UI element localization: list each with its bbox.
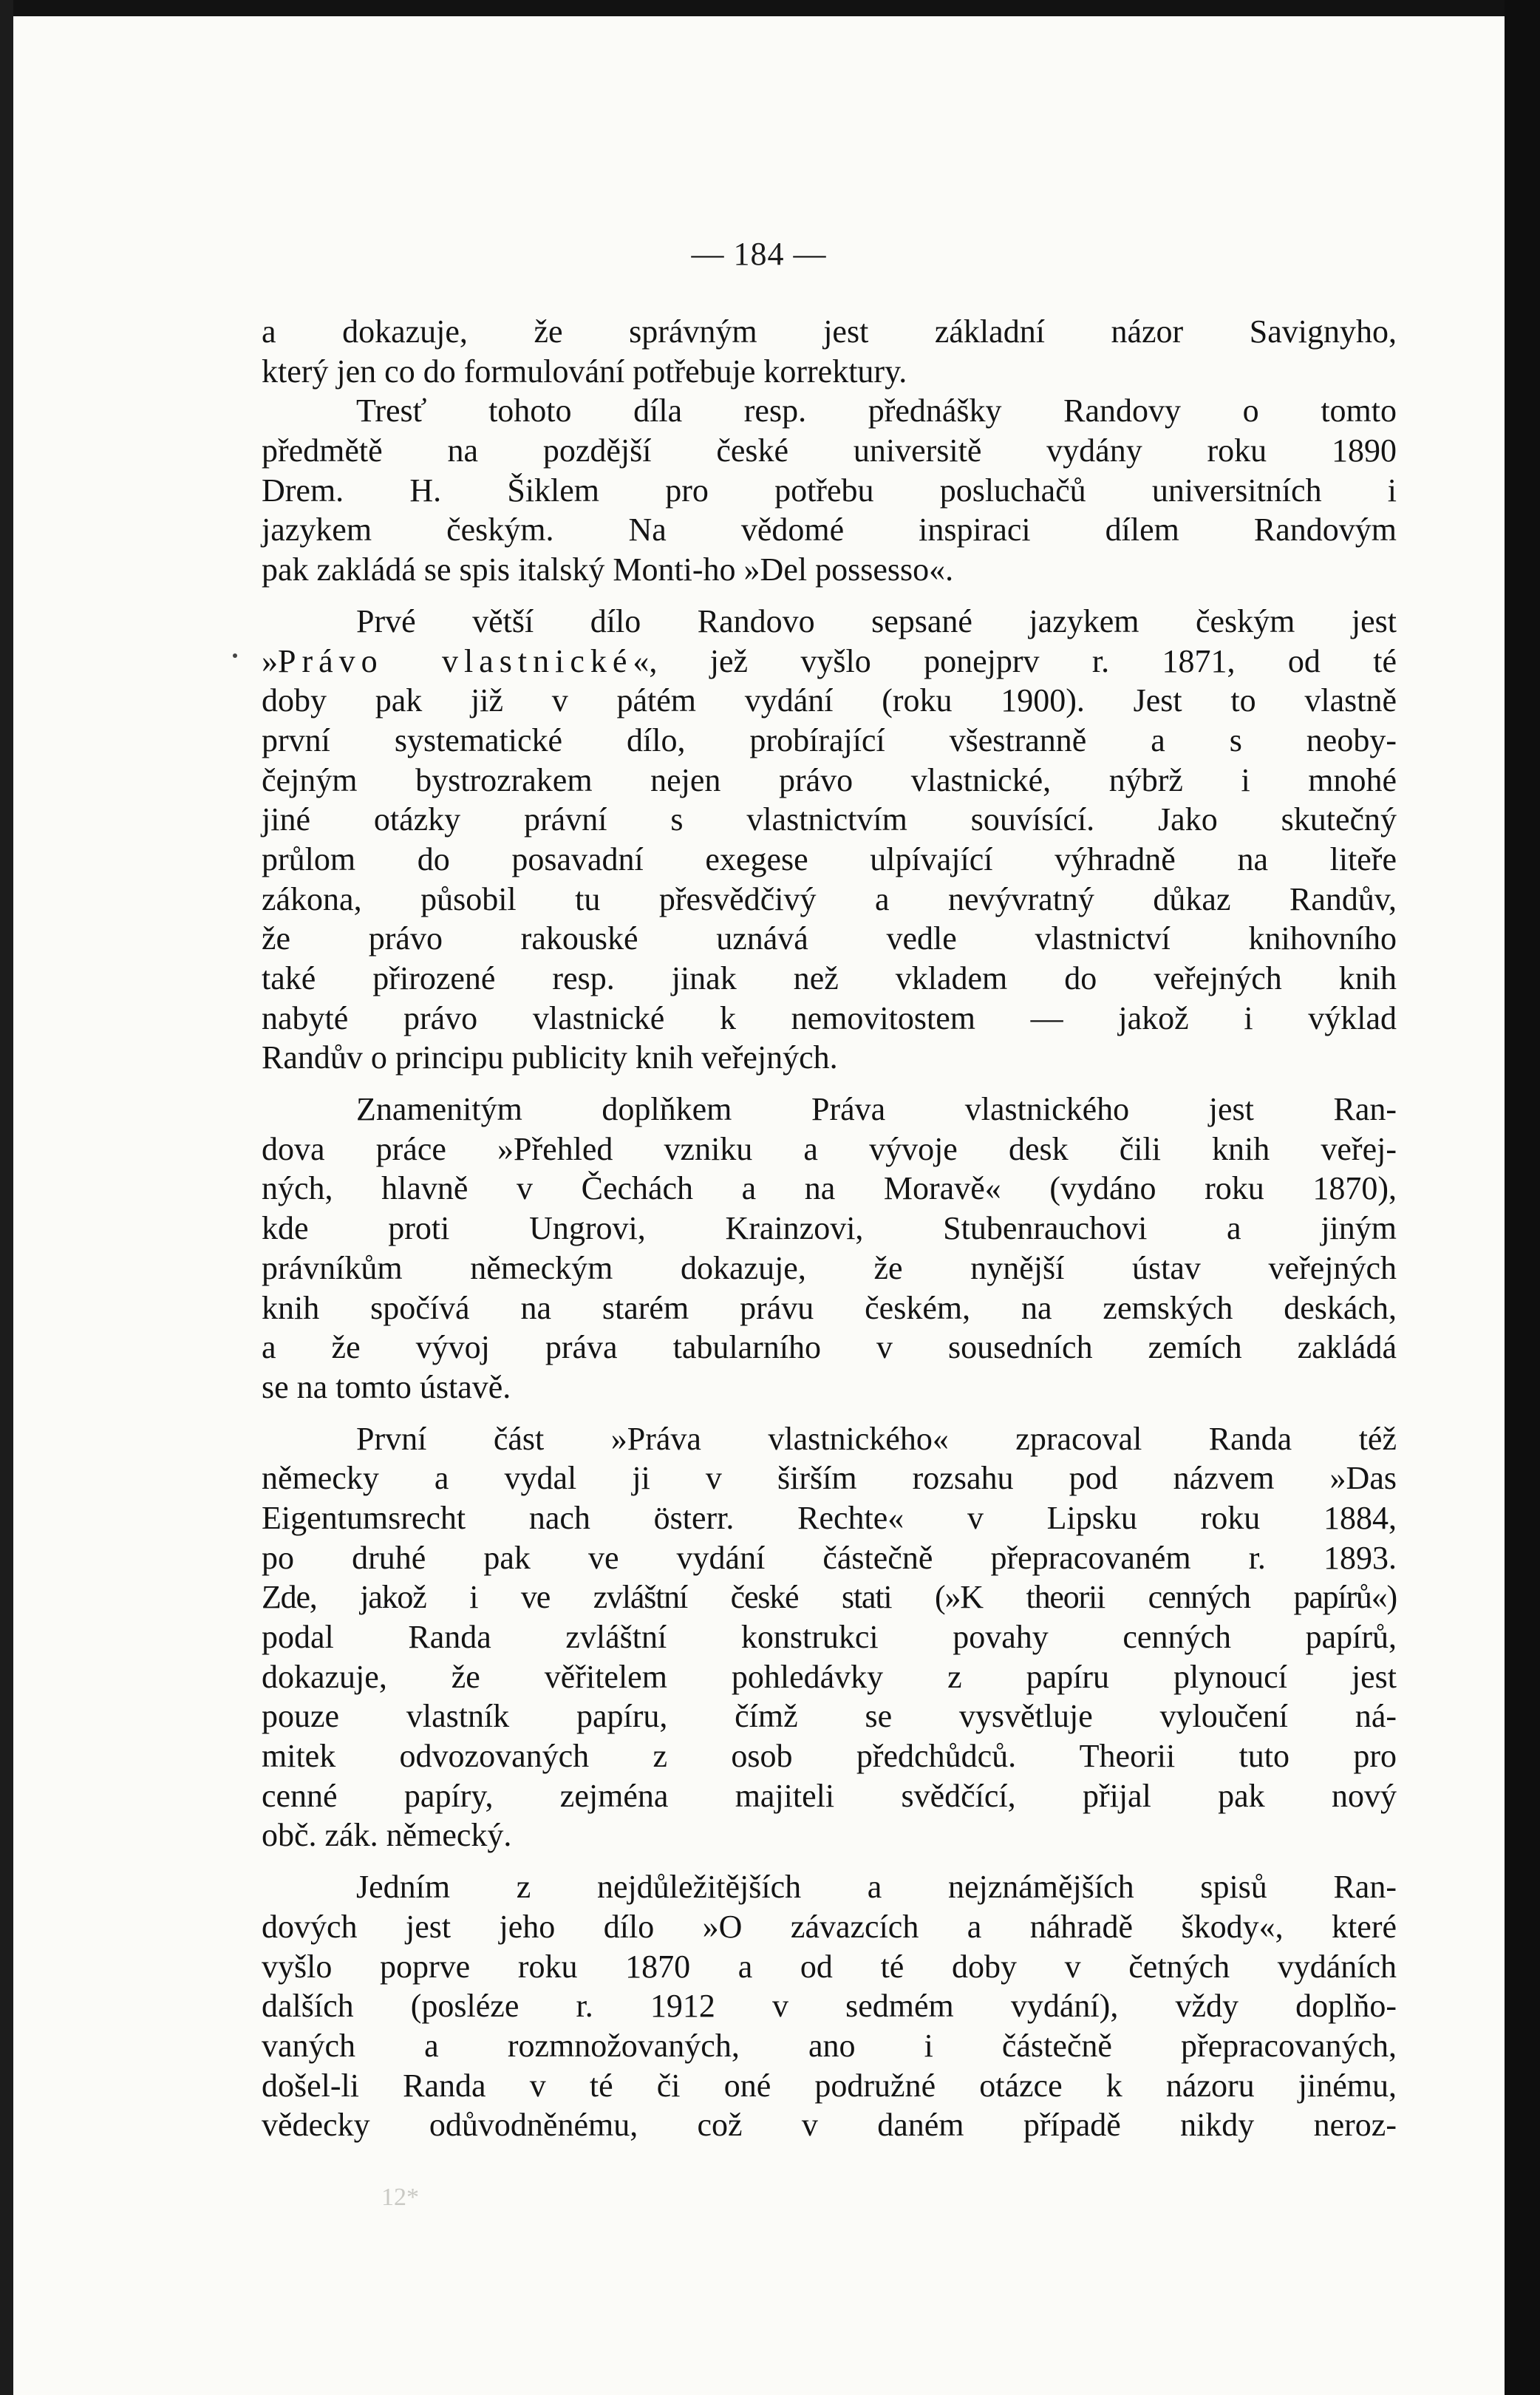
text-line: Eigentumsrecht nach österr. Rechte« v Lipsku roku 1884, (262, 1499, 1397, 1536)
text-line: pak zakládá se spis italský Monti-ho »Del possesso«. (262, 551, 954, 588)
text-line: vědecky odůvodněnému, což v daném případě nikdy neroz- (262, 2107, 1397, 2144)
text-line: po druhé pak ve vydání částečně přepracovaném r. 1893. (262, 1539, 1397, 1576)
text-line: obč. zák. německý. (262, 1817, 512, 1854)
page-number: — 184 — (691, 236, 827, 272)
text-line: průlom do posavadní exegese ulpívající výhradně na liteře (262, 840, 1397, 877)
text-line: ných, hlavně v Čechách a na Moravě« (vydáno roku 1870), (262, 1170, 1397, 1207)
text-line: Jedním z nejdůležitějších a nejznámějších spisů Ran- (356, 1869, 1397, 1906)
text-line: mitek odvozovaných z osob předchůdců. Theorii tuto pro (262, 1738, 1397, 1775)
scan-border-right (1505, 0, 1540, 2395)
text-line: došel-li Randa v té či oné podružné otázce k názoru jinému, (262, 2067, 1397, 2104)
text-line: kde proti Ungrovi, Krainzovi, Stubenrauchovi a jiným (262, 1210, 1397, 1247)
text-line: cenné papíry, zejména majiteli svědčící, přijal pak nový (262, 1777, 1397, 1814)
text-line: »Právo vlastnické«, jež vyšlo ponejprv r. 1871, od té (262, 642, 1397, 679)
text-line: německy a vydal ji v širším rozsahu pod názvem »Das (262, 1460, 1397, 1497)
text-line: knih spočívá na starém právu českém, na zemských deskách, (262, 1289, 1397, 1326)
text-line: vaných a rozmnožovaných, ano i částečně přepracovaných, (262, 2027, 1397, 2064)
text-line: se na tomto ústavě. (262, 1368, 511, 1405)
text-line: dova práce »Přehled vzniku a vývoje desk čili knih veřej- (262, 1130, 1397, 1167)
text-line: také přirozené resp. jinak než vkladem do veřejných knih (262, 960, 1397, 996)
text-line: a dokazuje, že správným jest základní názor Savignyho, (262, 313, 1397, 350)
text-line: dových jest jeho dílo »O závazcích a náhradě škody«, které (262, 1908, 1397, 1945)
text-line: dalších (posléze r. 1912 v sedmém vydání), vždy doplňo- (262, 1988, 1397, 2025)
scan-border-left (0, 0, 13, 2395)
text-line: čejným bystrozrakem nejen právo vlastnické, nýbrž i mnohé (262, 761, 1397, 798)
scan-border-top (0, 0, 1540, 16)
book-page (13, 16, 1505, 2395)
text-line: a že vývoj práva tabularního v sousedních zemích zakládá (262, 1329, 1397, 1366)
paragraph (262, 1867, 1397, 2145)
text-line: první systematické dílo, probírající všestranně a s neoby- (262, 721, 1397, 758)
text-line: jiné otázky právní s vlastnictvím souvísící. Jako skutečný (262, 801, 1397, 838)
text-line: že právo rakouské uznává vedle vlastnictví knihovního (262, 920, 1397, 957)
text-line: vyšlo poprve roku 1870 a od té doby v četných vydáních (262, 1948, 1397, 1985)
text-line: nabyté právo vlastnické k nemovitostem — jakož i výklad (262, 999, 1397, 1036)
text-line: Znamenitým doplňkem Práva vlastnického jest Ran- (356, 1091, 1397, 1128)
text-line: který jen co do formulování potřebuje korrektury. (262, 353, 907, 390)
text-line: dokazuje, že věřitelem pohledávky z papíru plynoucí jest (262, 1658, 1397, 1695)
text-line: právníkům německým dokazuje, že nynější ústav veřejných (262, 1249, 1397, 1286)
text-line: podal Randa zvláštní konstrukci povahy cenných papírů, (262, 1619, 1397, 1655)
text-line: zákona, působil tu přesvědčivý a nevývratný důkaz Randův, (262, 880, 1397, 917)
faint-signature-mark: 12* (381, 2184, 419, 2211)
margin-mark (233, 653, 237, 658)
text-line: Prvé větší dílo Randovo sepsané jazykem českým jest (356, 602, 1397, 639)
text-line: Zde, jakož i ve zvláštní české stati (»K theorii cenných papírů«) (262, 1579, 1397, 1616)
text-line: předmětě na pozdější české universitě vydány roku 1890 (262, 432, 1397, 469)
text-line: pouze vlastník papíru, čímž se vysvětluje vyloučení ná- (262, 1698, 1397, 1735)
text-line: Randův o principu publicity knih veřejných. (262, 1039, 838, 1076)
body-text (262, 312, 1397, 2145)
paragraph (262, 1090, 1397, 1407)
text-line: První část »Práva vlastnického« zpracoval Randa též (356, 1420, 1397, 1457)
text-line: Tresť tohoto díla resp. přednášky Randovy o tomto (356, 393, 1397, 429)
text-line: Drem. H. Šiklem pro potřebu posluchačů universitních i (262, 472, 1397, 509)
paragraph (262, 1419, 1397, 1856)
paragraph (262, 391, 1397, 589)
spaced-title: Právo vlastnické (278, 642, 633, 679)
text-line: doby pak již v pátém vydání (roku 1900). Jest to vlastně (262, 682, 1397, 719)
paragraph (262, 602, 1397, 1078)
text-line: jazykem českým. Na vědomé inspiraci dílem Randovým (262, 512, 1397, 548)
paragraph (262, 312, 1397, 391)
